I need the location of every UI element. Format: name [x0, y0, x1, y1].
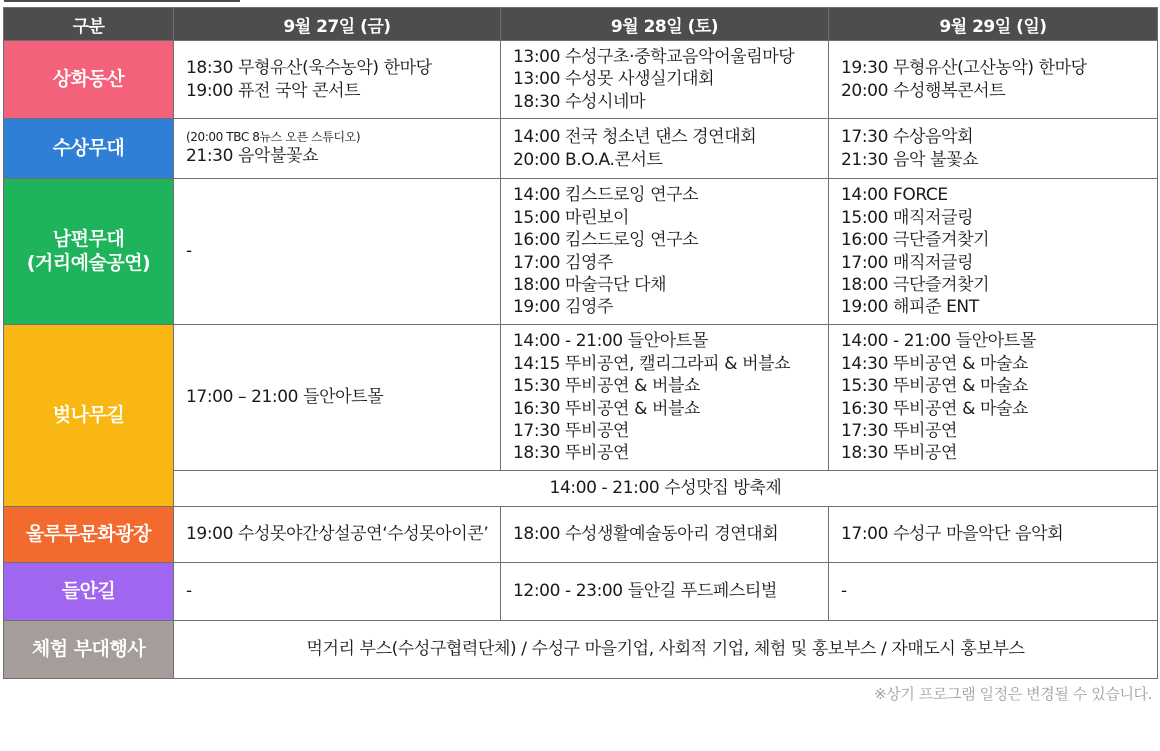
cell-deulan-sat: 12:00 - 23:00 들안길 푸드페스티벌	[501, 563, 829, 621]
schedule-line: 18:30 뚜비공연	[513, 443, 630, 464]
venue-ullurru: 울루루문화광장	[4, 507, 174, 563]
schedule-line: 15:00 매직저글링	[841, 207, 974, 228]
row-beotnamu-all	[4, 471, 1158, 507]
schedule-line: 18:00 마술극단 다채	[513, 274, 667, 295]
schedule-line: 20:00 B.O.A.콘서트	[513, 149, 663, 170]
cell-beotnamu-fri: 17:00 – 21:00 들안아트몰	[174, 325, 501, 471]
cell-nampyeon-sun	[829, 179, 1158, 325]
schedule-line: 17:30 수상음악회	[841, 127, 974, 148]
venue-nampyeon-line2: (거리예술공연)	[26, 251, 151, 274]
cell-susang-sun	[829, 119, 1158, 179]
schedule-line: 20:00 수성행복콘서트	[841, 80, 1006, 101]
header-day-sun: 9월 29일 (일)	[829, 8, 1158, 41]
cell-ullurru-fri: 19:00 수성못야간상설공연‘수성못아이콘’	[174, 507, 501, 563]
cell-beotnamu-sun	[829, 325, 1158, 471]
change-notice: ※상기 프로그램 일정은 변경될 수 있습니다.	[874, 685, 1152, 703]
schedule-line: 21:30 음악 불꽃쇼	[841, 149, 979, 170]
venue-nampyeon-line1: 남편무대	[52, 227, 125, 250]
schedule-line: 14:00 킴스드로잉 연구소	[513, 185, 699, 206]
schedule-line: 15:30 뚜비공연 & 마술쇼	[841, 376, 1029, 397]
venue-susang: 수상무대	[4, 119, 174, 179]
schedule-line: 19:00 김영주	[513, 297, 614, 318]
cell-sanghwa-sat	[501, 41, 829, 119]
schedule-line: 16:00 극단즐겨찾기	[841, 230, 990, 251]
header-category: 구분	[4, 8, 174, 41]
row-beotnamu	[4, 325, 1158, 471]
schedule-line: 18:30 수성시네마	[513, 91, 646, 112]
cell-deulan-fri: -	[174, 563, 501, 621]
cell-susang-sat	[501, 119, 829, 179]
schedule-note: (20:00 TBC 8뉴스 오픈 스튜디오)	[186, 130, 361, 145]
top-rule	[4, 0, 240, 2]
schedule-line: 14:00 FORCE	[841, 185, 948, 206]
schedule-line: 15:00 마린보이	[513, 207, 630, 228]
schedule-line: 14:15 뚜비공연, 캘리그라피 & 버블쇼	[513, 353, 791, 374]
schedule-line: 18:00 극단즐겨찾기	[841, 274, 990, 295]
schedule-line: 19:30 무형유산(고산농악) 한마당	[841, 58, 1087, 79]
venue-nampyeon	[4, 179, 174, 325]
schedule-line: 15:30 뚜비공연 & 버블쇼	[513, 376, 701, 397]
schedule-line: 16:30 뚜비공연 & 버블쇼	[513, 398, 701, 419]
row-ullurru	[4, 507, 1158, 563]
schedule-line: 19:00 해피준 ENT	[841, 297, 979, 318]
venue-sanghwa: 상화동산	[4, 41, 174, 119]
venue-beotnamu: 벚나무길	[4, 325, 174, 507]
row-sanghwa	[4, 41, 1158, 119]
row-susang	[4, 119, 1158, 179]
header-day-fri: 9월 27일 (금)	[174, 8, 501, 41]
cell-ullurru-sat: 18:00 수성생활예술동아리 경연대회	[501, 507, 829, 563]
header-day-sat: 9월 28일 (토)	[501, 8, 829, 41]
schedule-line: 13:00 수성못 사생실기대회	[513, 69, 715, 90]
schedule-line: 14:00 전국 청소년 댄스 경연대회	[513, 127, 757, 148]
schedule-line: 16:00 킴스드로잉 연구소	[513, 230, 699, 251]
cell-experience-all: 먹거리 부스(수성구협력단체) / 수성구 마을기업, 사회적 기업, 체험 및 홍보부스 / 자매도시 홍보부스	[174, 621, 1158, 679]
schedule-line: 18:30 뚜비공연	[841, 443, 958, 464]
schedule-line: 14:30 뚜비공연 & 마술쇼	[841, 353, 1029, 374]
header-row	[4, 8, 1158, 41]
cell-sanghwa-fri	[174, 41, 501, 119]
cell-susang-fri	[174, 119, 501, 179]
cell-sanghwa-sun	[829, 41, 1158, 119]
venue-experience: 체험 부대행사	[4, 621, 174, 679]
row-experience	[4, 621, 1158, 679]
schedule-line: 17:00 매직저글링	[841, 252, 974, 273]
schedule-line: 19:00 퓨전 국악 콘서트	[186, 80, 361, 101]
schedule-line: 14:00 - 21:00 들안아트몰	[513, 331, 708, 352]
cell-beotnamu-all: 14:00 - 21:00 수성맛집 방축제	[174, 471, 1158, 507]
cell-nampyeon-sat	[501, 179, 829, 325]
schedule-line: 16:30 뚜비공연 & 마술쇼	[841, 398, 1029, 419]
schedule-line: 17:00 김영주	[513, 252, 614, 273]
schedule-line: 17:30 뚜비공연	[513, 420, 630, 441]
schedule-line: 18:30 무형유산(욱수농악) 한마당	[186, 58, 432, 79]
schedule-line: 13:00 수성구초·중학교음악어울림마당	[513, 46, 795, 67]
cell-deulan-sun: -	[829, 563, 1158, 621]
cell-beotnamu-sat	[501, 325, 829, 471]
schedule-line: 17:30 뚜비공연	[841, 420, 958, 441]
cell-ullurru-sun: 17:00 수성구 마을악단 음악회	[829, 507, 1158, 563]
cell-nampyeon-fri: -	[174, 179, 501, 325]
row-deulan	[4, 563, 1158, 621]
schedule-line: 21:30 음악불꽃쇼	[186, 146, 319, 167]
row-nampyeon	[4, 179, 1158, 325]
schedule-line: 14:00 - 21:00 들안아트몰	[841, 331, 1036, 352]
schedule-table	[3, 7, 1158, 679]
venue-deulan: 들안길	[4, 563, 174, 621]
